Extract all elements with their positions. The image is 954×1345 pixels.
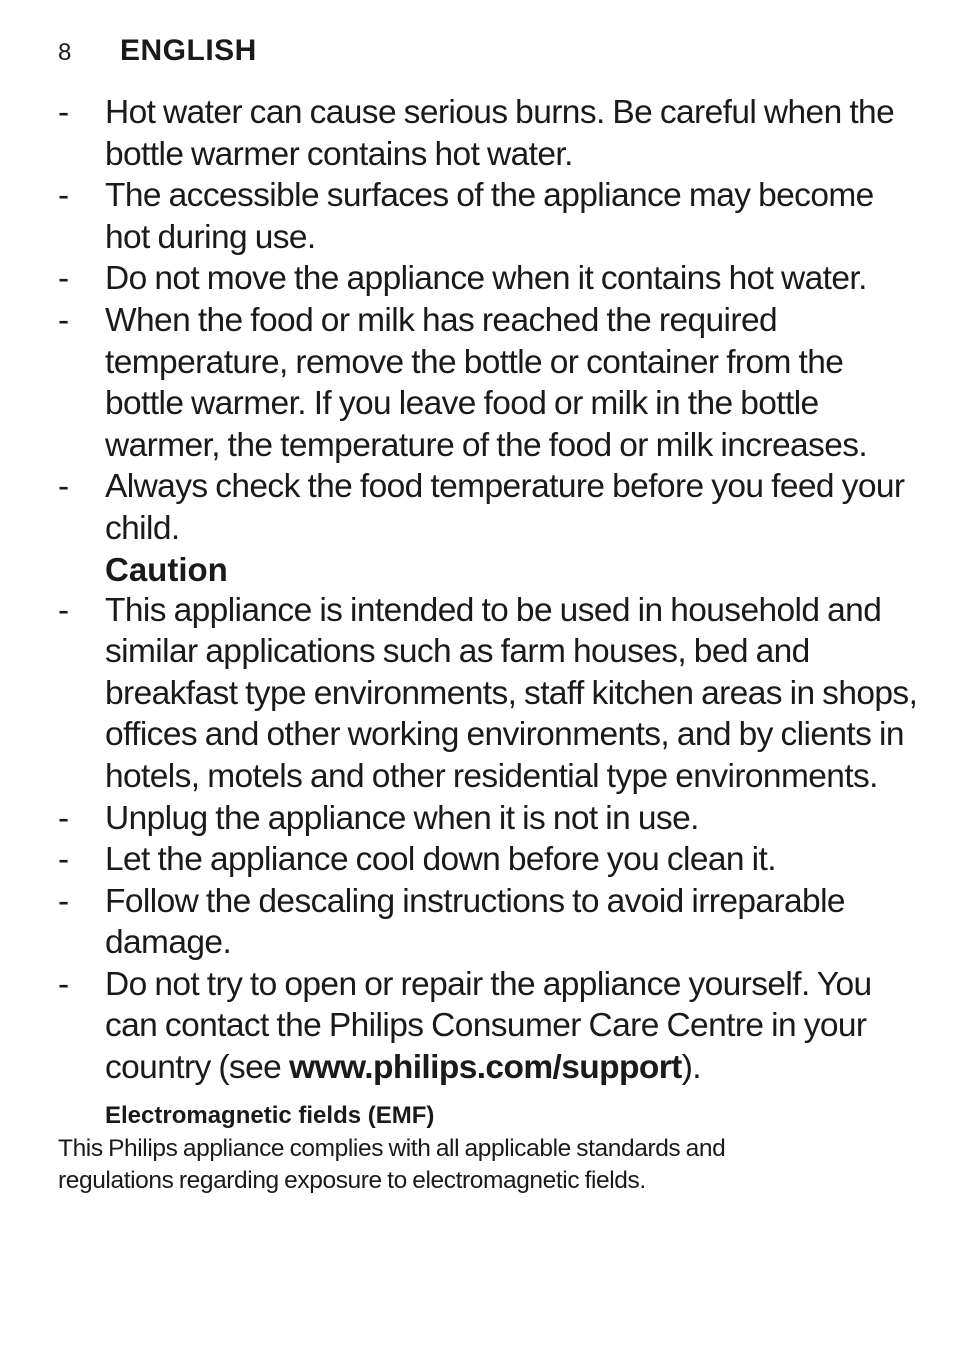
- caution-text: Unplug the appliance when it is not in use.: [105, 799, 699, 837]
- page-header: [58, 34, 257, 74]
- bullet-dash: -: [58, 882, 69, 920]
- caution-text: [105, 964, 918, 1089]
- language-title: ENGLISH: [120, 34, 257, 67]
- page-number: 8: [58, 39, 72, 66]
- caution-heading: Caution: [105, 550, 228, 588]
- warning-text: Always check the food temperature before you feed your child.: [105, 468, 905, 547]
- list-item: [58, 964, 918, 1089]
- list-item: [58, 466, 918, 549]
- support-link[interactable]: www.philips.com/support: [289, 1049, 682, 1087]
- bullet-dash: -: [58, 301, 69, 339]
- caution-text: Let the appliance cool down before you clean it.: [105, 841, 776, 879]
- caution-text-after-link: ).: [681, 1049, 701, 1087]
- warning-text: Hot water can cause serious burns. Be careful when the bottle warmer contains hot water.: [105, 94, 895, 173]
- bullet-dash: -: [58, 94, 69, 131]
- list-item: [58, 175, 918, 258]
- bullet-dash: -: [58, 260, 69, 298]
- caution-text: This appliance is intended to be used in household and similar applications such as farm houses, bed and breakfast type environments, staff kitchen areas in shops, offices and other working environments, and by clients in hotels, motels and other residential type environments.: [105, 591, 918, 795]
- list-item: [58, 590, 918, 798]
- bullet-dash: -: [58, 468, 69, 506]
- caution-text-before-link: Do not try to open or repair the appliance yourself. You can contact the Philips Consumer Care Centre in your country (see: [105, 965, 872, 1087]
- bullet-dash: -: [58, 965, 69, 1003]
- bullet-dash: -: [58, 799, 69, 837]
- warning-text: When the food or milk has reached the required temperature, remove the bottle or container from the bottle warmer. If you leave food or milk in the bottle warmer, the temperature of the food or milk increases.: [105, 301, 868, 464]
- list-item: [58, 300, 918, 466]
- warnings-list: [58, 92, 918, 550]
- list-item: [58, 258, 918, 300]
- caution-list: [58, 590, 918, 1089]
- emf-text: This Philips appliance complies with all applicable standards and regulations regarding exposure to electromagnetic fields.: [58, 1134, 726, 1194]
- list-item: [58, 798, 918, 840]
- list-item: [58, 881, 918, 964]
- caution-text: Follow the descaling instructions to avoid irreparable damage.: [105, 882, 845, 962]
- warning-text: Do not move the appliance when it contains hot water.: [105, 260, 867, 298]
- page-content: [58, 92, 918, 1197]
- list-item: [58, 92, 918, 175]
- bullet-dash: -: [58, 591, 69, 629]
- list-item: [58, 839, 918, 881]
- bullet-dash: -: [58, 841, 69, 879]
- bullet-dash: -: [58, 177, 69, 215]
- emf-heading: Electromagnetic fields (EMF): [105, 1101, 435, 1129]
- warning-text: The accessible surfaces of the appliance may become hot during use.: [105, 177, 874, 256]
